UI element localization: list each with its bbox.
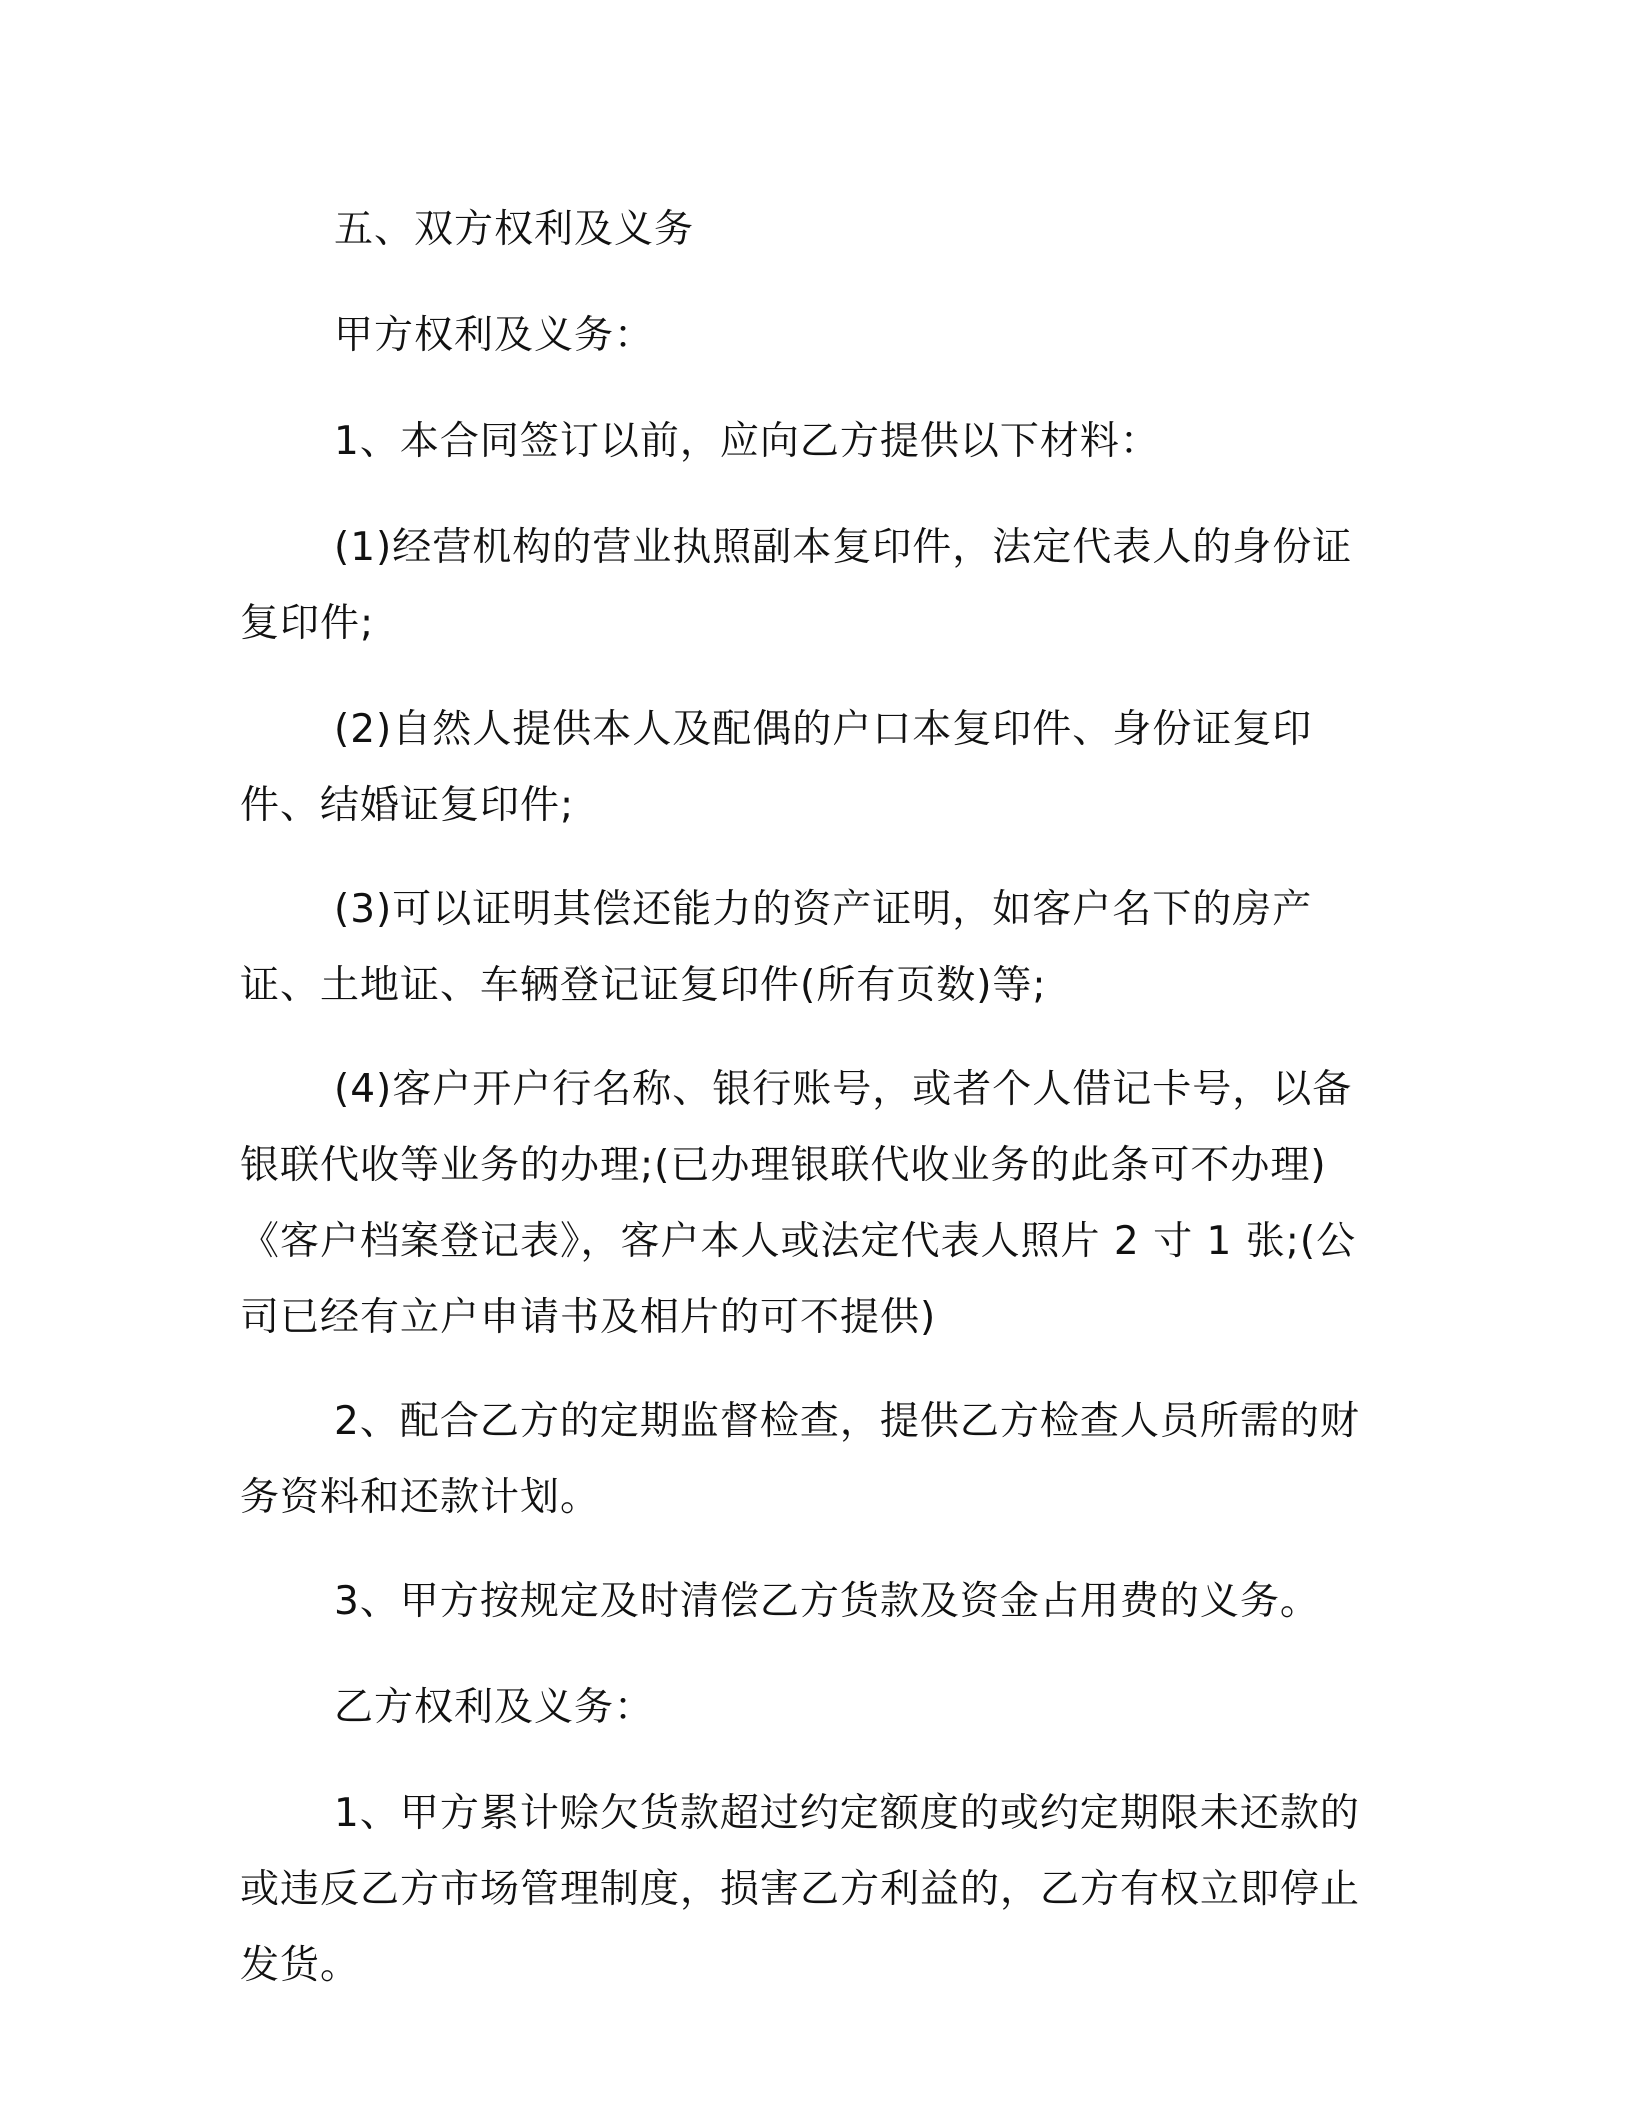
party-a-item: 2、配合乙方的定期监督检查，提供乙方检查人员所需的财务资料和还款计划。 <box>240 1399 1360 1520</box>
document-body <box>240 192 1390 2004</box>
party-b-item: 1、甲方累计赊欠货款超过约定额度的或约定期限未还款的或违反乙方市场管理制度，损害乙方利益的，乙方有权立即停止发货。 <box>240 1791 1361 1988</box>
party-a-subitem: (4)客户开户行名称、银行账号，或者个人借记卡号，以备银联代收等业务的办理;(已办理银联代收业务的此条可不办理)《客户档案登记表》，客户本人或法定代表人照片 2 寸 1 张;(公司已经有立户申请书及相片的可不提供) <box>240 1067 1357 1340</box>
party-a-subitem: (3)可以证明其偿还能力的资产证明，如客户名下的房产证、土地证、车辆登记证复印件(所有页数)等; <box>240 887 1313 1008</box>
party-b-heading: 乙方权利及义务： <box>334 1685 655 1730</box>
party-a-subitem: (1)经营机构的营业执照副本复印件，法定代表人的身份证复印件; <box>240 525 1353 646</box>
party-a-item: 3、甲方按规定及时清偿乙方货款及资金占用费的义务。 <box>334 1579 1320 1624</box>
party-a-heading: 甲方权利及义务： <box>334 313 655 358</box>
section-heading: 五、双方权利及义务 <box>334 207 695 252</box>
party-a-item: 1、本合同签订以前，应向乙方提供以下材料： <box>334 419 1160 464</box>
party-a-subitem: (2)自然人提供本人及配偶的户口本复印件、身份证复印件、结婚证复印件; <box>240 707 1313 828</box>
